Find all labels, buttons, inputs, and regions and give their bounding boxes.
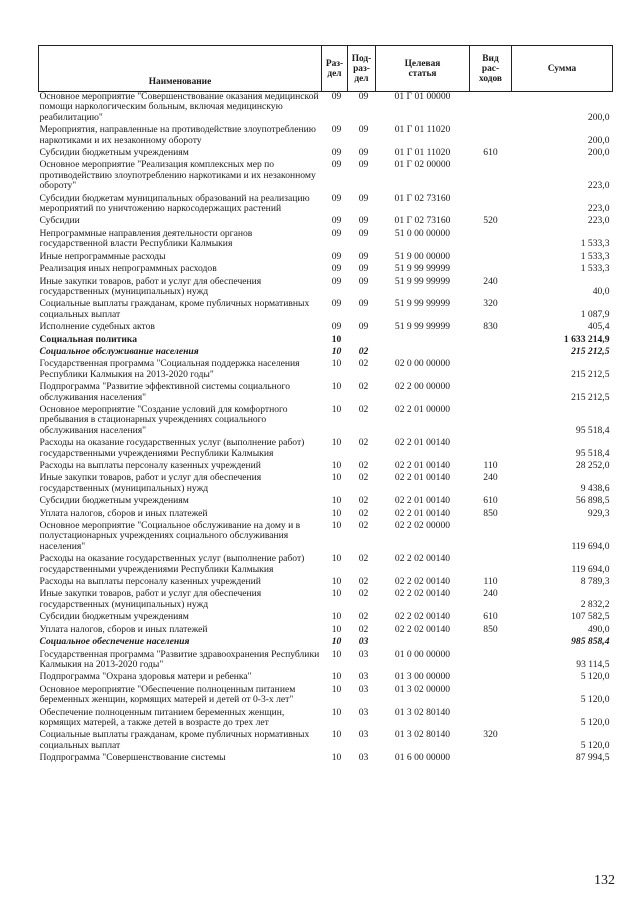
row-name: Субсидии бюджетам муниципальных образований на реализацию мероприятий по уничтожению наркосодержащих растений: [39, 192, 310, 215]
row-expense-type: [470, 519, 512, 552]
row-name: Социальное обслуживание населения: [39, 345, 199, 357]
row-podrazdel: 02: [358, 576, 369, 588]
header-expense-type-text: Вид рас- ходов: [478, 53, 502, 84]
row-sum: 5 120,0: [580, 694, 610, 706]
row-razdel: 10: [331, 403, 342, 415]
row-target-article: 01 Г 02 00000: [394, 159, 451, 171]
row-podrazdel: 03: [358, 752, 369, 764]
row-podrazdel: 09: [358, 147, 369, 159]
row-sum: 40,0: [592, 285, 610, 297]
row-sum: 5 120,0: [580, 739, 610, 751]
row-name: Субсидии: [39, 215, 80, 227]
row-podrazdel: 02: [358, 472, 369, 484]
row-name: Государственная программа "Развитие здравоохранения Республики Калмыкия на 2013-2020 годы": [39, 648, 320, 670]
row-podrazdel: 03: [358, 683, 369, 695]
row-podrazdel: 02: [358, 460, 369, 471]
row-razdel: 09: [331, 91, 342, 102]
row-podrazdel: 09: [358, 91, 369, 102]
row-target-article: 02 2 02 00000: [394, 520, 451, 532]
row-name: Государственная программа "Социальная поддержка населения Республики Калмыкия на 2013-2020 годы": [39, 358, 300, 380]
row-expense-type: 240: [483, 275, 498, 287]
row-expense-type: [470, 683, 512, 706]
row-name: Основное мероприятие "Создание условий для комфортного пребывания в стационарных учреждениях социального обслуживания населения": [39, 403, 288, 436]
row-expense-type: 610: [483, 611, 498, 623]
row-podrazdel: 02: [358, 611, 369, 623]
row-sum: 223,0: [587, 180, 610, 192]
row-razdel: 09: [331, 321, 342, 333]
row-expense-type: 610: [483, 147, 498, 159]
row-expense-type: [470, 158, 512, 191]
row-sum: 490,0: [587, 623, 610, 635]
row-podrazdel: 09: [358, 124, 369, 136]
row-sum: 1 533,3: [580, 250, 610, 262]
header-sum: Сумма: [512, 46, 613, 92]
row-expense-type: [470, 227, 512, 250]
row-expense-type: [470, 250, 512, 262]
row-podrazdel: 03: [358, 636, 369, 648]
row-expense-type: 850: [483, 507, 498, 519]
row-sum: 9 438,6: [580, 482, 610, 494]
row-name: Подпрограмма "Развитие эффективной системы социального обслуживания населения": [39, 381, 291, 403]
header-podrazdel-text: Под- раз- дел: [351, 53, 372, 84]
row-sum: 200,0: [587, 147, 610, 159]
row-expense-type: [470, 552, 512, 575]
row-sum: 8 789,3: [580, 576, 610, 588]
row-name: Иные закупки товаров, работ и услуг для обеспечения государственных (муниципальных) нужд: [39, 472, 262, 494]
table-row: [39, 146, 613, 158]
row-name: Расходы на выплаты персоналу казенных учреждений: [39, 460, 261, 471]
row-target-article: 01 Г 01 11020: [394, 147, 451, 159]
row-podrazdel: 09: [358, 263, 369, 275]
row-name: Субсидии бюджетным учреждениям: [39, 611, 189, 623]
row-sum: 119 694,0: [571, 540, 610, 552]
row-name: Иные непрограммные расходы: [39, 250, 166, 262]
row-razdel: 10: [331, 752, 342, 764]
row-sum: 1 087,9: [580, 308, 610, 320]
row-target-article: 02 2 02 00140: [394, 553, 451, 565]
row-name: Социальные выплаты гражданам, кроме публичных нормативных социальных выплат: [39, 729, 310, 751]
row-razdel: 10: [331, 636, 342, 648]
row-expense-type: [470, 357, 512, 380]
row-podrazdel: 09: [358, 159, 369, 171]
table-row: [39, 297, 613, 320]
table-row: [39, 471, 613, 494]
row-expense-type: [470, 380, 512, 403]
row-target-article: 01 Г 02 73160: [394, 192, 451, 204]
table-row: [39, 728, 613, 751]
row-target-article: [376, 345, 470, 357]
row-expense-type: 110: [483, 576, 498, 588]
table-row: [39, 345, 613, 357]
table-row: [39, 459, 613, 471]
row-expense-type: 850: [483, 623, 498, 635]
table-row: [39, 123, 613, 146]
row-razdel: 10: [331, 358, 342, 370]
table-row: [39, 706, 613, 729]
table-row: [39, 158, 613, 191]
row-expense-type: [470, 123, 512, 146]
row-sum: 200,0: [587, 134, 610, 146]
row-target-article: 02 2 02 00140: [394, 576, 451, 588]
row-expense-type: [470, 345, 512, 357]
table-row: [39, 262, 613, 274]
row-sum: 107 582,5: [571, 611, 610, 623]
row-razdel: 10: [331, 381, 342, 393]
row-podrazdel: 03: [358, 671, 369, 683]
row-target-article: 51 9 99 99999: [394, 321, 451, 333]
row-name: Иные закупки товаров, работ и услуг для обеспечения государственных (муниципальных) нужд: [39, 275, 262, 297]
row-podrazdel: 09: [358, 321, 369, 333]
table-row: [39, 403, 613, 436]
row-expense-type: 240: [483, 588, 498, 600]
row-name: Социальные выплаты гражданам, кроме публичных нормативных социальных выплат: [39, 298, 310, 320]
row-podrazdel: 02: [358, 588, 369, 600]
row-sum: 985 858,4: [571, 636, 610, 648]
row-name: Исполнение судебных актов: [39, 321, 155, 333]
row-target-article: 51 9 99 99999: [394, 275, 451, 287]
table-row: [39, 683, 613, 706]
row-razdel: 10: [331, 623, 342, 635]
row-target-article: 02 2 01 00140: [394, 460, 451, 471]
row-podrazdel: 02: [358, 437, 369, 449]
row-expense-type: 240: [483, 472, 498, 484]
table-row: [39, 214, 613, 226]
row-razdel: 10: [331, 683, 342, 695]
table-row: [39, 670, 613, 682]
table-row: [39, 519, 613, 552]
row-target-article: 01 3 02 80140: [394, 729, 451, 741]
row-razdel: 10: [331, 576, 342, 588]
row-name: Мероприятия, направленные на противодействие злоупотреблению наркотиками и их незаконному обороту: [39, 124, 316, 146]
row-podrazdel: 09: [358, 275, 369, 287]
table-row: [39, 648, 613, 671]
header-razdel-text: Раз- дел: [325, 58, 344, 79]
row-target-article: [376, 333, 470, 345]
header-expense-type: [470, 46, 512, 92]
row-podrazdel: 03: [358, 706, 369, 718]
row-name: Подпрограмма "Охрана здоровья матери и ребенка": [39, 671, 252, 683]
row-expense-type: [470, 262, 512, 274]
row-razdel: 10: [331, 648, 342, 660]
row-target-article: 51 0 00 00000: [394, 227, 451, 239]
row-target-article: 01 Г 01 11020: [394, 124, 451, 136]
row-podrazdel: 03: [358, 648, 369, 660]
row-name: Основное мероприятие "Обеспечение полноценным питанием беременных женщин, кормящих матерей и детей от 0-3-х лет": [39, 683, 296, 706]
row-sum: 215 212,5: [571, 391, 610, 403]
table-row: [39, 275, 613, 298]
row-name: Субсидии бюджетным учреждениям: [39, 495, 189, 507]
row-expense-type: [470, 92, 512, 124]
row-razdel: 10: [331, 437, 342, 449]
row-podrazdel: 09: [358, 192, 369, 204]
header-razdel: [322, 46, 348, 92]
row-expense-type: 320: [483, 729, 498, 741]
header-target-article: [376, 46, 470, 92]
row-razdel: 10: [331, 611, 342, 623]
row-target-article: 02 2 01 00140: [394, 472, 451, 484]
row-target-article: 01 0 00 00000: [394, 648, 451, 660]
row-expense-type: 320: [483, 298, 498, 310]
row-target-article: 51 9 99 99999: [394, 263, 451, 275]
row-target-article: 02 0 00 00000: [394, 358, 451, 370]
row-podrazdel: 02: [358, 403, 369, 415]
row-target-article: 01 3 02 80140: [394, 706, 451, 718]
row-expense-type: 110: [483, 460, 498, 471]
row-razdel: 09: [331, 159, 342, 171]
row-podrazdel: 09: [358, 298, 369, 310]
row-razdel: 09: [331, 215, 342, 227]
row-sum: 5 120,0: [580, 671, 610, 683]
row-target-article: 02 2 00 00000: [394, 381, 451, 393]
row-podrazdel: 09: [358, 227, 369, 239]
row-expense-type: [470, 670, 512, 682]
budget-table: [38, 45, 613, 764]
row-sum: 1 633 214,9: [563, 333, 610, 345]
row-expense-type: [470, 706, 512, 729]
row-target-article: 02 2 01 00000: [394, 403, 451, 415]
row-podrazdel: 09: [358, 215, 369, 227]
row-expense-type: 520: [483, 215, 498, 227]
row-expense-type: [470, 436, 512, 459]
row-razdel: 09: [331, 298, 342, 310]
row-razdel: 09: [331, 124, 342, 136]
row-name: Основное мероприятие "Реализация комплексных мер по противодействию злоупотреблению наркотиками и их незаконному обороту": [39, 159, 316, 192]
row-target-article: 01 6 00 00000: [394, 752, 451, 764]
row-podrazdel: 02: [358, 520, 369, 532]
table-row: [39, 357, 613, 380]
row-name: Реализация иных непрограммных расходов: [39, 263, 217, 275]
row-target-article: 01 Г 01 00000: [394, 91, 451, 102]
row-podrazdel: [348, 333, 376, 345]
row-sum: 95 518,4: [575, 424, 610, 436]
table-header-row: [39, 46, 613, 92]
row-target-article: 01 3 02 00000: [394, 683, 451, 695]
row-name: Основное мероприятие "Социальное обслуживание на дому и в полустационарных учреждениях социального обслуживания населения": [39, 520, 301, 552]
row-sum: 215 212,5: [571, 368, 610, 380]
row-razdel: 09: [331, 263, 342, 275]
row-sum: 87 994,5: [575, 752, 610, 764]
page-number: 132: [594, 873, 615, 888]
table-row: [39, 635, 613, 647]
row-podrazdel: 02: [358, 553, 369, 565]
row-razdel: 10: [331, 472, 342, 484]
row-sum: 223,0: [587, 203, 610, 215]
row-expense-type: [470, 648, 512, 671]
table-row: [39, 92, 613, 124]
row-name: Непрограммные направления деятельности органов государственной власти Республики Калмыкия: [39, 227, 253, 250]
row-razdel: 10: [331, 507, 342, 519]
row-sum: 1 533,3: [580, 263, 610, 275]
row-sum: 2 832,2: [580, 598, 610, 610]
row-name: Социальная политика: [39, 333, 138, 345]
row-razdel: 10: [331, 495, 342, 507]
row-sum: 215 212,5: [571, 345, 610, 357]
row-expense-type: [470, 635, 512, 647]
row-target-article: 02 2 02 00140: [394, 588, 451, 600]
row-podrazdel: 02: [358, 623, 369, 635]
row-sum: 223,0: [587, 215, 610, 227]
row-name: Подпрограмма "Совершенствование системы: [39, 752, 226, 764]
table-row: [39, 192, 613, 215]
row-razdel: 10: [331, 729, 342, 741]
table-row: [39, 333, 613, 345]
row-name: Обеспечение полноценным питанием беременных женщин, кормящих матерей, а также детей в возрасте до трех лет: [39, 706, 285, 728]
row-sum: 405,4: [587, 321, 610, 333]
table-row: [39, 610, 613, 622]
row-podrazdel: 03: [358, 729, 369, 741]
table-row: [39, 623, 613, 635]
table-row: [39, 575, 613, 587]
row-target-article: 01 3 00 00000: [394, 671, 451, 683]
table-row: [39, 250, 613, 262]
row-expense-type: 610: [483, 495, 498, 507]
table-row: [39, 751, 613, 763]
row-sum: 119 694,0: [571, 563, 610, 575]
table-row: [39, 380, 613, 403]
row-target-article: 01 Г 02 73160: [394, 215, 451, 227]
row-name: Субсидии бюджетным учреждениям: [39, 147, 189, 159]
row-sum: 5 120,0: [580, 716, 610, 728]
row-target-article: 02 2 01 00140: [394, 437, 451, 449]
row-razdel: 10: [331, 671, 342, 683]
row-target-article: 51 9 00 00000: [394, 250, 451, 262]
row-podrazdel: 02: [358, 381, 369, 393]
row-sum: 93 114,5: [576, 658, 610, 670]
row-sum: 929,3: [587, 507, 610, 519]
row-target-article: 51 9 99 99999: [394, 298, 451, 310]
row-sum: 200,0: [587, 111, 610, 123]
row-expense-type: [470, 403, 512, 436]
table-row: [39, 587, 613, 610]
row-podrazdel: 02: [358, 345, 369, 357]
row-razdel: 10: [331, 553, 342, 565]
row-target-article: [376, 635, 470, 647]
table-row: [39, 436, 613, 459]
row-razdel: 09: [331, 227, 342, 239]
row-name: Расходы на выплаты персоналу казенных учреждений: [39, 576, 261, 588]
header-name: Наименование: [39, 46, 322, 92]
table-row: [39, 552, 613, 575]
row-name: Расходы на оказание государственных услуг (выполнение работ) государственными учреждениями Республики Калмыкия: [39, 437, 305, 459]
row-name: Иные закупки товаров, работ и услуг для обеспечения государственных (муниципальных) нужд: [39, 588, 262, 610]
table-row: [39, 507, 613, 519]
row-podrazdel: 02: [358, 495, 369, 507]
row-target-article: 02 2 01 00140: [394, 507, 451, 519]
row-razdel: 09: [331, 147, 342, 159]
row-target-article: 02 2 02 00140: [394, 623, 451, 635]
row-razdel: 09: [331, 192, 342, 204]
row-name: Социальное обеспечение населения: [39, 636, 190, 648]
row-podrazdel: 02: [358, 507, 369, 519]
row-target-article: 02 2 02 00140: [394, 611, 451, 623]
table-row: [39, 227, 613, 250]
row-sum: 28 252,0: [575, 460, 610, 471]
row-name: Уплата налогов, сборов и иных платежей: [39, 507, 208, 519]
row-sum: 95 518,4: [575, 447, 610, 459]
row-razdel: 10: [331, 588, 342, 600]
row-razdel: 09: [331, 275, 342, 287]
row-razdel: 09: [331, 250, 342, 262]
row-podrazdel: 02: [358, 358, 369, 370]
row-name: Расходы на оказание государственных услуг (выполнение работ) государственными учреждениями Республики Калмыкия: [39, 553, 305, 575]
row-razdel: 10: [331, 706, 342, 718]
row-name: Уплата налогов, сборов и иных платежей: [39, 623, 208, 635]
row-razdel: 10: [331, 520, 342, 532]
row-expense-type: [470, 192, 512, 215]
row-sum: 1 533,3: [580, 238, 610, 250]
row-expense-type: [470, 333, 512, 345]
table-row: [39, 320, 613, 332]
row-expense-type: 830: [483, 321, 498, 333]
row-target-article: 02 2 01 00140: [394, 495, 451, 507]
row-razdel: 10: [331, 333, 342, 345]
header-podrazdel: [348, 46, 376, 92]
row-razdel: 10: [331, 460, 342, 471]
row-name: Основное мероприятие "Совершенствование оказания медицинской помощи наркологическим больным, включая медицинскую реабилитацию": [39, 91, 319, 123]
row-podrazdel: 09: [358, 250, 369, 262]
row-sum: 56 898,5: [575, 495, 610, 507]
row-razdel: 10: [331, 345, 342, 357]
table-row: [39, 494, 613, 506]
row-expense-type: [470, 751, 512, 763]
header-target-article-text: Целевая статья: [404, 58, 441, 79]
